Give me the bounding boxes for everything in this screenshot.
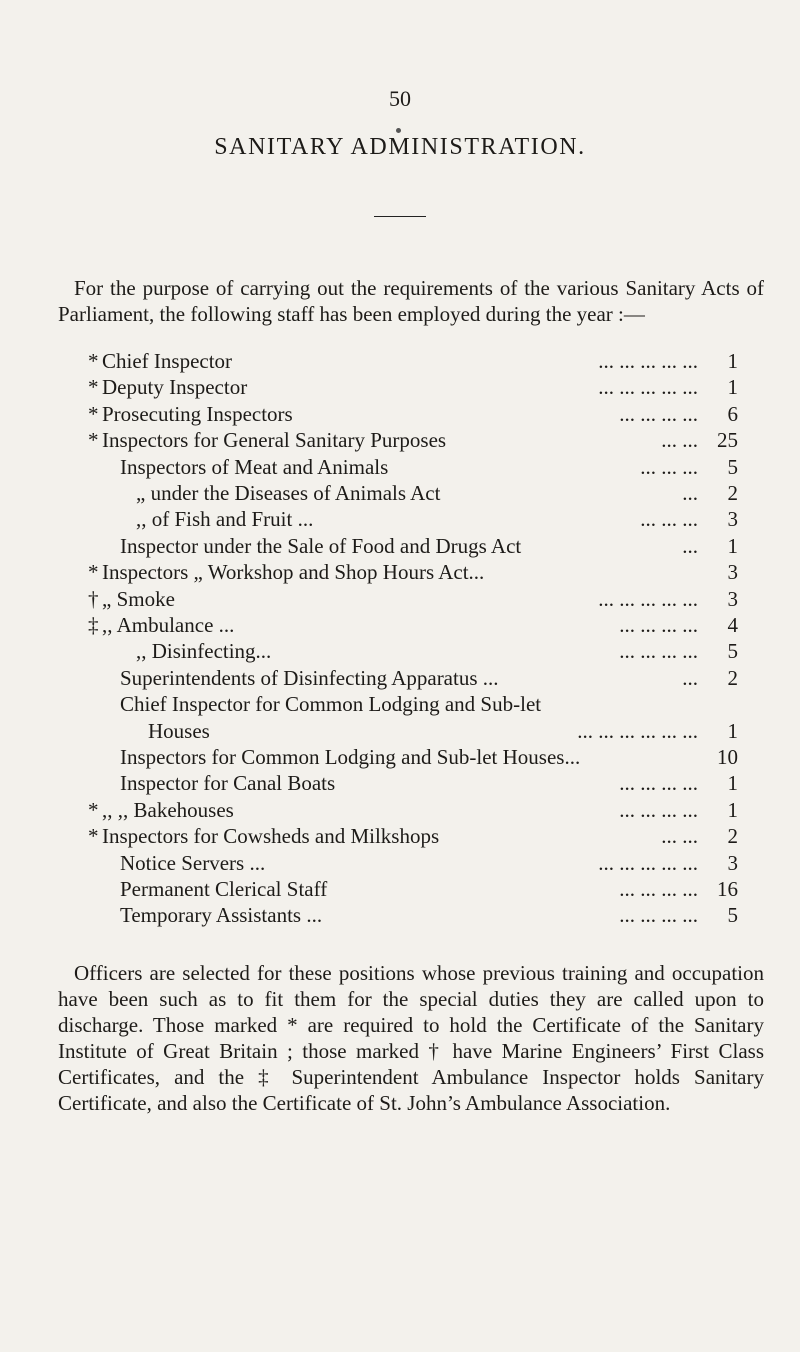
staff-row	[0, 533, 800, 559]
staff-row	[0, 427, 800, 453]
staff-count: 1	[727, 771, 738, 796]
staff-label: Deputy Inspector	[102, 375, 248, 400]
staff-count: 4	[727, 613, 738, 637]
staff-label: ,, of Fish and Fruit ...	[136, 507, 314, 532]
staff-label: Inspectors for Common Lodging and Sub-let Houses...	[120, 745, 581, 769]
staff-leader: ... ... ... ...	[619, 877, 698, 901]
staff-row	[0, 850, 800, 876]
staff-row	[0, 480, 800, 506]
staff-mark: *	[88, 401, 99, 426]
staff-count: 5	[727, 903, 738, 928]
staff-row	[0, 348, 800, 374]
staff-leader: ... ... ... ...	[619, 613, 698, 637]
staff-count: 2	[727, 824, 738, 849]
page-title: SANITARY ADMINISTRATION.	[214, 134, 586, 160]
staff-count: 2	[727, 665, 738, 690]
staff-count: 10	[717, 745, 738, 769]
staff-leader: ... ... ...	[640, 507, 698, 532]
staff-mark: *	[88, 797, 99, 822]
staff-label: Inspectors for Cowsheds and Milkshops	[102, 824, 440, 849]
staff-label: „ under the Diseases of Animals Act	[136, 481, 441, 505]
staff-count: 3	[727, 586, 738, 611]
staff-leader: ... ... ... ... ... ...	[577, 718, 698, 743]
staff-label: Prosecuting Inspectors	[102, 401, 293, 426]
staff-label: „ Smoke	[102, 586, 175, 611]
staff-label: Inspectors of Meat and Animals	[120, 454, 389, 479]
staff-label: Inspectors for General Sanitary Purposes	[102, 428, 447, 453]
staff-count: 1	[727, 349, 738, 373]
page-number: 50	[389, 86, 411, 111]
staff-row	[0, 559, 800, 585]
staff-leader: ...	[682, 481, 698, 505]
staff-count: 2	[727, 481, 738, 505]
intro-paragraph: For the purpose of carrying out the requirements of the various Sanitary Acts of Parliament, the following staff has been employed during the year :—	[58, 276, 764, 326]
staff-label: Temporary Assistants ...	[120, 903, 323, 928]
staff-leader: ... ... ... ... ...	[598, 586, 698, 611]
staff-label: Chief Inspector	[102, 349, 233, 373]
staff-row	[0, 770, 800, 796]
staff-row	[0, 374, 800, 400]
staff-label: Chief Inspector for Common Lodging and Sub-let	[120, 692, 542, 717]
staff-label: Inspector for Canal Boats	[120, 771, 336, 796]
staff-row	[0, 401, 800, 427]
staff-count: 3	[727, 560, 738, 585]
staff-mark: †	[88, 586, 99, 611]
staff-label: Houses	[148, 718, 210, 743]
staff-count: 5	[727, 454, 738, 479]
staff-row	[0, 506, 800, 532]
staff-row	[0, 797, 800, 823]
staff-leader: ... ... ... ...	[619, 797, 698, 822]
staff-leader: ... ...	[661, 428, 698, 453]
staff-leader: ... ... ... ... ...	[598, 349, 698, 373]
staff-mark: *	[88, 375, 99, 400]
staff-row	[0, 902, 800, 928]
staff-count: 1	[727, 718, 738, 743]
staff-row	[0, 718, 800, 744]
title-rule	[374, 216, 426, 217]
staff-leader: ...	[682, 533, 698, 558]
staff-row	[0, 876, 800, 902]
staff-label: Inspectors „ Workshop and Shop Hours Act...	[102, 560, 485, 585]
staff-label: Superintendents of Disinfecting Apparatus ...	[120, 665, 499, 690]
staff-row	[0, 586, 800, 612]
staff-leader: ... ... ... ...	[619, 903, 698, 928]
staff-count: 1	[727, 797, 738, 822]
staff-leader: ... ... ... ...	[619, 401, 698, 426]
staff-count: 3	[727, 507, 738, 532]
staff-row	[0, 744, 800, 770]
staff-label: Permanent Clerical Staff	[120, 877, 328, 901]
staff-label: Inspector under the Sale of Food and Drugs Act	[120, 533, 522, 558]
staff-count: 25	[717, 428, 738, 453]
staff-label: ,, Disinfecting...	[136, 639, 272, 664]
staff-leader: ... ... ...	[640, 454, 698, 479]
staff-row	[0, 454, 800, 480]
staff-row	[0, 823, 800, 849]
staff-leader: ... ... ... ...	[619, 639, 698, 664]
staff-mark: *	[88, 824, 99, 849]
staff-leader: ...	[682, 665, 698, 690]
staff-mark: *	[88, 560, 99, 585]
staff-row	[0, 691, 800, 717]
staff-count: 16	[717, 877, 738, 901]
staff-count: 5	[727, 639, 738, 664]
staff-leader: ... ...	[661, 824, 698, 849]
staff-mark: ‡	[88, 613, 99, 637]
staff-row	[0, 665, 800, 691]
staff-count: 1	[727, 375, 738, 400]
staff-label: ,, ,, Bakehouses	[102, 797, 234, 822]
closing-paragraph: Officers are selected for these positions whose previous training and occupation have been such as to fit them for the special duties they are called upon to discharge. Those marked * are required to hold the Certificate of the Sanitary Institute of Great Britain ; those marked † have Marine Engineers’ First Class Certificates, and the ‡ Superintendent Ambulance Inspector holds Sanitary Certificate, and also the Certificate of St. John’s Ambulance Association.	[58, 961, 764, 1115]
staff-count: 6	[727, 401, 738, 426]
staff-row	[0, 612, 800, 638]
staff-leader: ... ... ... ... ...	[598, 850, 698, 875]
staff-mark: *	[88, 349, 99, 373]
staff-count: 3	[727, 850, 738, 875]
ornament-dot	[396, 128, 401, 133]
staff-count: 1	[727, 533, 738, 558]
staff-label: ,, Ambulance ...	[102, 613, 235, 637]
staff-label: Notice Servers ...	[120, 850, 266, 875]
staff-mark: *	[88, 428, 99, 453]
staff-leader: ... ... ... ... ...	[598, 375, 698, 400]
staff-row	[0, 638, 800, 664]
staff-leader: ... ... ... ...	[619, 771, 698, 796]
